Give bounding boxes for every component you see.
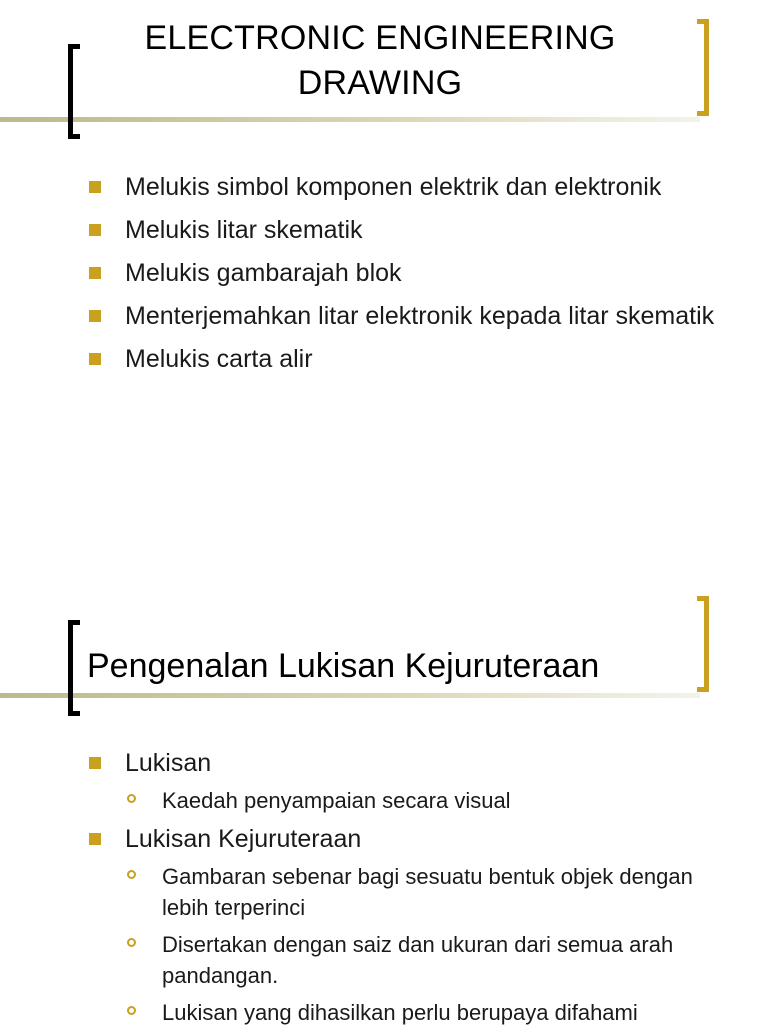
ring-bullet-icon: [127, 1006, 136, 1015]
slide-title-line-1: ELECTRONIC ENGINEERING: [144, 19, 616, 57]
left-bracket: [68, 44, 80, 139]
square-bullet-icon: [89, 757, 101, 769]
list-item: [89, 299, 729, 334]
right-bracket: [697, 19, 709, 116]
sub-list-item: [125, 997, 729, 1028]
title-rule: [0, 117, 700, 122]
sub-list-item-text: Gambaran sebenar bagi sesuatu bentuk objek dengan lebih terperinci: [162, 864, 693, 920]
list-item: [89, 342, 729, 377]
square-bullet-icon: [89, 353, 101, 365]
slide-title: [100, 16, 660, 106]
list-item-text: Melukis gambarajah blok: [125, 259, 402, 287]
square-bullet-icon: [89, 181, 101, 193]
sub-list-item: [125, 785, 729, 816]
sub-list: [125, 785, 729, 816]
left-bracket: [68, 620, 80, 716]
square-bullet-icon: [89, 833, 101, 845]
ring-bullet-icon: [127, 870, 136, 879]
list-item-text: Lukisan Kejuruteraan: [125, 825, 362, 853]
list-item-text: Melukis simbol komponen elektrik dan elektronik: [125, 173, 662, 201]
right-bracket: [697, 596, 709, 692]
list-item: [89, 213, 729, 248]
title-rule: [0, 693, 700, 698]
sub-list-item-text: Disertakan dengan saiz dan ukuran dari semua arah pandangan.: [162, 932, 674, 988]
list-item: [89, 170, 729, 205]
slide-title-line-2: DRAWING: [297, 64, 463, 102]
ring-bullet-icon: [127, 794, 136, 803]
sub-list-item-text: Kaedah penyampaian secara visual: [162, 788, 511, 813]
sub-list-item-text: Lukisan yang dihasilkan perlu berupaya difahami: [162, 1000, 638, 1025]
ring-bullet-icon: [127, 938, 136, 947]
topic-list: [89, 746, 729, 1034]
square-bullet-icon: [89, 267, 101, 279]
objective-list: [89, 170, 729, 385]
sub-list-item: [125, 861, 729, 923]
slide-title: Pengenalan Lukisan Kejuruteraan: [87, 647, 600, 685]
sub-list: [125, 861, 729, 1028]
list-item: [89, 746, 729, 816]
list-item-text: Melukis carta alir: [125, 345, 313, 373]
list-item: [89, 256, 729, 291]
list-item: [89, 822, 729, 1028]
sub-list-item: [125, 929, 729, 991]
list-item-text: Melukis litar skematik: [125, 216, 363, 244]
list-item-text: Menterjemahkan litar elektronik kepada litar skematik: [125, 302, 715, 330]
square-bullet-icon: [89, 310, 101, 322]
square-bullet-icon: [89, 224, 101, 236]
list-item-text: Lukisan: [125, 749, 212, 777]
